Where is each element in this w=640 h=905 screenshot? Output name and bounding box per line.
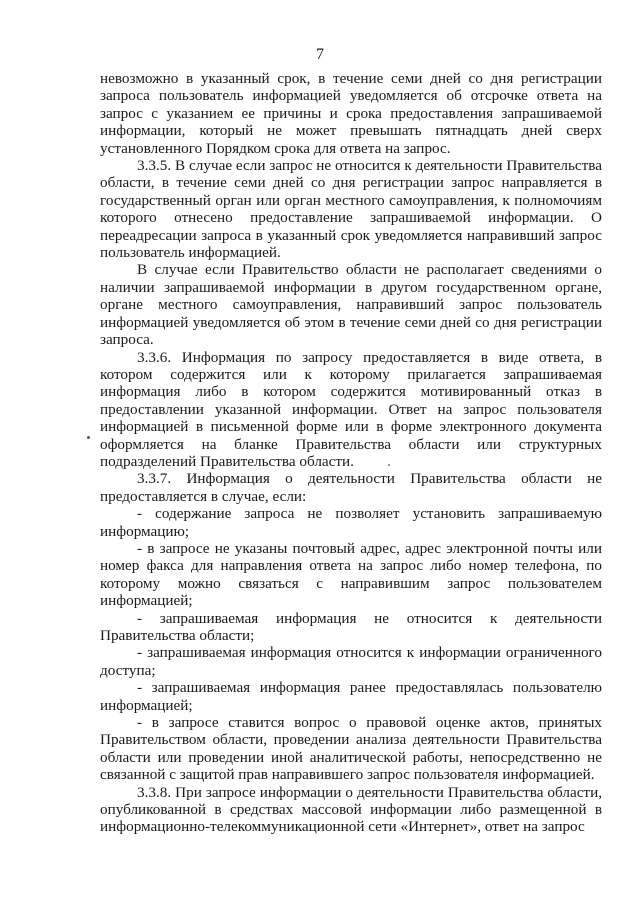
paragraph-3-3-7: 3.3.7. Информация о деятельности Правительства области не предоставляется в случае, если: — [100, 470, 602, 505]
list-item: - запрашиваемая информация относится к информации ограниченного доступа; — [100, 644, 602, 679]
paragraph-3-3-6: 3.3.6. Информация по запросу предоставляется в виде ответа, в котором содержится или к которому прилагается запрашиваемая информация либо в котором содержится мотивированный отказ в предоставлении указанной информации. Ответ на запрос пользователя информацией в письменной форме или в форме электронного документа оформляется на бланке Правительства области или структурных подразделений Правительства области. — [100, 348, 602, 470]
document-body — [100, 70, 602, 836]
list-item: - в запросе ставится вопрос о правовой оценке актов, принятых Правительством области, проведении анализа деятельности Правительства области или проведении иной аналитической работы, непосредственно не связанной с защитой прав направившего запрос пользователя информацией. — [100, 714, 602, 784]
scan-speck — [388, 464, 390, 466]
list-item: - запрашиваемая информация ранее предоставлялась пользователю информацией; — [100, 679, 602, 714]
paragraph-continuation: невозможно в указанный срок, в течение семи дней со дня регистрации запроса пользователь информацией уведомляется об отсрочке ответа на запрос с указанием ее причины и срока предоставления запрашиваемой информации, который не может превышать пятнадцать дней сверх установленного Порядком срока для ответа на запрос. — [100, 70, 602, 157]
list-item: - в запросе не указаны почтовый адрес, адрес электронной почты или номер факса для направления ответа на запрос либо номер телефона, по которому можно связаться с направившим запрос пользователем информацией; — [100, 539, 602, 610]
paragraph-3-3-5: 3.3.5. В случае если запрос не относится к деятельности Правительства области, в течение семи дней со дня регистрации запрос направляется в государственный орган или орган местного самоуправления, к полномочиям которого отнесено предоставление запрашиваемой информации. О переадресации запроса в указанный срок уведомляется направивший запрос пользователь информацией. — [100, 157, 602, 262]
list-item: - запрашиваемая информация не относится к деятельности Правительства области; — [100, 609, 602, 644]
scan-speck — [87, 436, 90, 439]
paragraph-3-3-8: 3.3.8. При запросе информации о деятельности Правительства области, опубликованной в средствах массовой информации либо размещенной в информационно-телекоммуникационной сети «Интернет», ответ на запрос — [100, 783, 602, 836]
list-item: - содержание запроса не позволяет установить запрашиваемую информацию; — [100, 505, 602, 540]
page-number: 7 — [316, 46, 324, 63]
paragraph-3-3-5-b: В случае если Правительство области не располагает сведениями о наличии запрашиваемой информации в другом государственном органе, органе местного самоуправления, направивший запрос пользователь информацией уведомляется об этом в течение семи дней со дня регистрации запроса. — [100, 261, 602, 349]
